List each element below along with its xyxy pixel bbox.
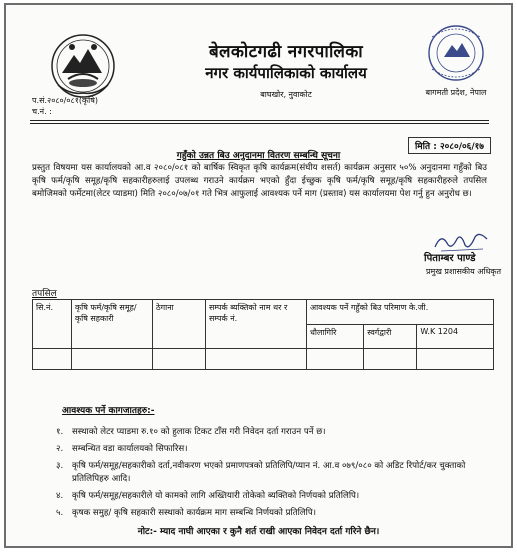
dispatch-number: च.नं. : bbox=[32, 107, 52, 116]
signer-title: प्रमुख प्रशासकीय अधिकृत bbox=[426, 267, 502, 276]
list-item: २. सम्बन्धित वडा कार्यालयको सिफारिस। bbox=[56, 444, 188, 454]
municipality-seal-icon bbox=[410, 23, 502, 83]
sub-wk: W.K 1204 bbox=[417, 324, 494, 349]
required-documents-list bbox=[56, 426, 489, 524]
list-item: ३. कृषि फर्म/समूह/सहकारीको दर्ता,नवीकरण भएको प्रमाणपत्रको प्रतिलिपि/प्यान नं. आ.व ०७९/०८० को अडिट रिपोर्ट/कर चुक्ताको प्रतिलिपिहरु आदि। bbox=[56, 461, 466, 484]
office-address: बाघखोर, नुवाकोट bbox=[260, 90, 312, 99]
table-row bbox=[33, 349, 494, 370]
signer-name: पिताम्बर पाण्डे bbox=[424, 253, 476, 264]
sub-dhaulagiri: धौलागिरि bbox=[307, 324, 364, 349]
notice-document bbox=[4, 3, 513, 548]
required-documents-heading: आवश्यक पर्ने कागजातहरु:- bbox=[62, 406, 155, 416]
notice-subject: गहुँको उन्नत बिउ अनुदानमा वितरण सम्बन्धि सूचना bbox=[176, 151, 341, 161]
list-item: १. सस्थाको लेटर प्याडमा रु.१० को हुलाक टिकट टाँस गरी निवेदन दर्ता गराउन पर्ने छ। bbox=[56, 427, 326, 437]
province-label: बागमती प्रदेश, नेपाल bbox=[425, 88, 487, 97]
col-farm: कृषि फर्म/कृषि समूह/कृषि सहकारी bbox=[72, 300, 153, 349]
nepal-emblem-icon bbox=[50, 33, 116, 99]
list-item: ५. कृषक समुह/ कृषि सहकारी सस्थाको कार्यक्रम माग सम्बन्धि निर्णयको प्रतिलिपि। bbox=[56, 508, 317, 518]
header-divider bbox=[30, 120, 489, 121]
col-seed: आवश्यक पर्ने गहुँको बिउ परिमाण के.जी. bbox=[307, 300, 494, 325]
header-divider-thin bbox=[30, 123, 489, 124]
notice-date: मिति : २०८०/०६/१७ bbox=[408, 137, 491, 154]
request-format-table bbox=[32, 299, 494, 370]
office-name: नगर कार्यपालिकाको कार्यालय bbox=[205, 64, 367, 82]
table-header-row bbox=[33, 300, 494, 325]
schedule-heading: तपसिल bbox=[32, 289, 57, 299]
col-sn: सि.नं. bbox=[33, 300, 72, 349]
sub-swargadwari: स्वर्गद्वारी bbox=[364, 324, 417, 349]
org-name: बेलकोटगढी नगरपालिका bbox=[208, 42, 364, 62]
list-item: ४. कृषि फर्म/समूह/सहकारीले यो कामको लागि अख्तियारी तोकेको ब्यक्तिको निर्णयको प्रतिलिपि। bbox=[56, 491, 360, 501]
notice-footnote: नोट:- म्याद नाघी आएका र कुनै शर्त राखी आएका निवेदन दर्ता गरिने छैन। bbox=[137, 527, 380, 537]
reference-number: प.सं.२०८०/०८१(कृषि) bbox=[32, 96, 98, 105]
col-contact: सम्पर्क ब्यक्तिको नाम थर र सम्पर्क नं. bbox=[206, 300, 307, 349]
col-address: ठेगाना bbox=[153, 300, 206, 349]
notice-body: प्रस्तुत विषयमा यस कार्यालयको आ.व २०८०/०८१ को बार्षिक स्विकृत कृषि कार्यक्रम(संघीय शसर्त) कार्यक्रम अनुसार ५०% अनुदानमा गहुँको बिउ कृषि फर्म/कृषि समूह/कृषि सहकारीहरुलाई उपलब्ध गराउने कार्यक्रम भएको हुँदा ईच्छुक कृषि फर्म/कृषि समूह/कृषि सहकारीहरुले तपसिल बमोजिमको फर्मेटमा(लेटर प्याडमा) मिति २०८०/०७/०१ गते भित्र आफुलाई आवश्यक पर्ने माग (प्रस्ताव) यस कार्यालयमा पेश गर्नु हुन अनुरोध छ। bbox=[32, 163, 487, 199]
